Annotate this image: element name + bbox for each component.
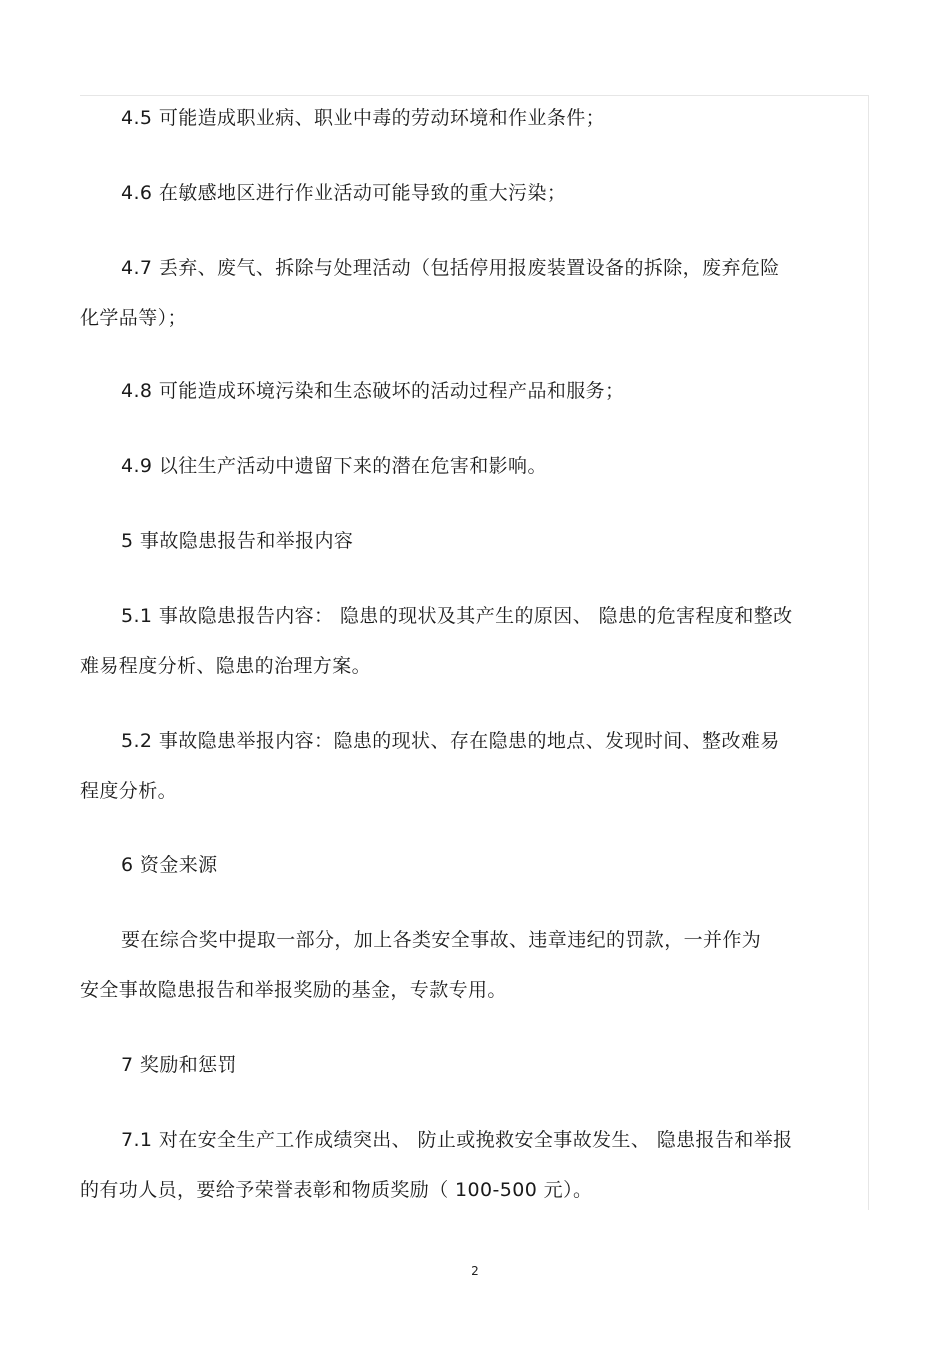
clause-7-1-line-1: 7.1 对在安全生产工作成绩突出、 防止或挽救安全事故发生、 隐患报告和举报 — [121, 1129, 793, 1151]
section-heading-6: 6 资金来源 — [121, 854, 218, 876]
section-heading-7: 7 奖励和惩罚 — [121, 1054, 237, 1076]
section-6-body-line-2: 安全事故隐患报告和举报奖励的基金，专款专用。 — [80, 979, 507, 1001]
clause-4-8: 4.8 可能造成环境污染和生态破坏的活动过程产品和服务； — [121, 380, 625, 402]
clause-4-9: 4.9 以往生产活动中遗留下来的潜在危害和影响。 — [121, 455, 547, 477]
clause-5-2-line-1: 5.2 事故隐患举报内容：隐患的现状、存在隐患的地点、发现时间、整改难易 — [121, 730, 780, 752]
clause-5-1-line-1: 5.1 事故隐患报告内容： 隐患的现状及其产生的原因、 隐患的危害程度和整改 — [121, 605, 793, 627]
section-6-body-line-1: 要在综合奖中提取一部分，加上各类安全事故、违章违纪的罚款，一并作为 — [121, 929, 762, 951]
page-number: 2 — [471, 1264, 479, 1278]
clause-5-2-line-2: 程度分析。 — [80, 780, 178, 802]
clause-4-5: 4.5 可能造成职业病、职业中毒的劳动环境和作业条件； — [121, 107, 606, 129]
clause-4-6: 4.6 在敏感地区进行作业活动可能导致的重大污染； — [121, 182, 567, 204]
clause-4-7-line-2: 化学品等）； — [80, 307, 187, 329]
clause-4-7-line-1: 4.7 丢弃、废气、拆除与处理活动（包括停用报废装置设备的拆除，废弃危险 — [121, 257, 780, 279]
clause-5-1-line-2: 难易程度分析、隐患的治理方案。 — [80, 655, 372, 677]
section-heading-5: 5 事故隐患报告和举报内容 — [121, 530, 354, 552]
clause-7-1-line-2: 的有功人员，要给予荣誉表彰和物质奖励（ 100-500 元）。 — [80, 1179, 593, 1201]
